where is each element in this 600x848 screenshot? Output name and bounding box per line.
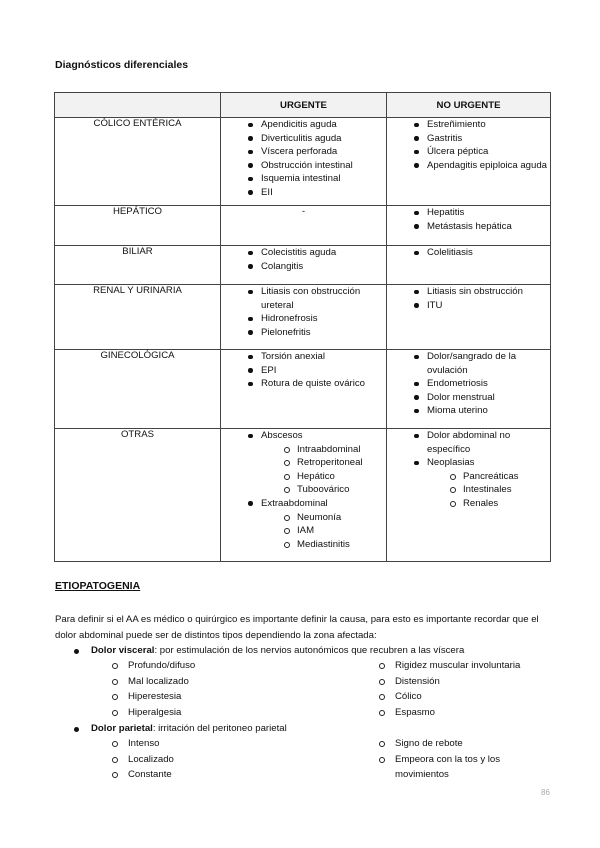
- sub-list: [427, 470, 550, 511]
- list-item: EPI: [221, 364, 386, 378]
- list-item: Espasmo: [377, 705, 557, 721]
- extra-label: Extraabdominal: [261, 497, 328, 509]
- neoplasias-label: Neoplasias: [427, 457, 475, 469]
- list-item: ITU: [387, 299, 550, 313]
- header-empty: [55, 93, 221, 118]
- table-row: [55, 350, 551, 429]
- list-item: Colecistitis aguda: [221, 246, 386, 260]
- urgent-list: [221, 246, 386, 273]
- parietal-right-list: [377, 736, 537, 783]
- urgent-list: [221, 285, 386, 339]
- list-item: Intenso: [110, 736, 340, 752]
- sub-list-item: Tuboovárico: [261, 483, 386, 497]
- list-item: Colelitiasis: [387, 246, 550, 260]
- list-item: Apendagitis epiploica aguda: [387, 159, 550, 173]
- list-item: Dolor/sangrado de la ovulación: [387, 350, 550, 377]
- sub-list-item: Pancreáticas: [427, 470, 550, 484]
- list-item: Hiperalgesia: [110, 705, 340, 721]
- differential-table: [54, 92, 551, 562]
- list-item: Metástasis hepática: [387, 220, 550, 234]
- bullet-dot: [74, 649, 79, 654]
- list-item: Colangitis: [221, 260, 386, 274]
- header-nonurgent: NO URGENTE: [387, 93, 551, 118]
- category-cell: RENAL Y URINARIA: [55, 285, 221, 350]
- intro-paragraph: Para definir si el AA es médico o quirúrgico es importante definir la causa, para esto es importante recordar que el dolor abdominal puede ser de distintos tipos dependiendo la zona afectada:: [55, 614, 539, 641]
- table-row: [55, 206, 551, 246]
- list-item: Litiasis con obstrucción ureteral: [221, 285, 386, 312]
- list-item: Litiasis sin obstrucción: [387, 285, 550, 299]
- table-header-row: [55, 93, 551, 118]
- list-item: EII: [221, 186, 386, 200]
- list-item: Pielonefritis: [221, 326, 386, 340]
- empty-dash: -: [221, 206, 387, 246]
- nonurgent-list: [387, 350, 550, 418]
- sub-list-item: Renales: [427, 497, 550, 511]
- visceral-bullet: [91, 643, 464, 659]
- list-item: [221, 497, 386, 551]
- sub-list-item: IAM: [261, 524, 386, 538]
- list-item: Endometriosis: [387, 377, 550, 391]
- header-urgent: URGENTE: [221, 93, 387, 118]
- list-item: Signo de rebote: [377, 736, 537, 752]
- sub-list-item: Hepático: [261, 470, 386, 484]
- sub-list-item: Neumonía: [261, 511, 386, 525]
- visceral-label: Dolor visceral: [91, 645, 155, 656]
- list-item: Empeora con la tos y los movimientos: [377, 752, 537, 783]
- list-item: Hepatitis: [387, 206, 550, 220]
- sub-list-item: Intraabdominal: [261, 443, 386, 457]
- list-item: Mal localizado: [110, 674, 340, 690]
- list-item: Apendicitis aguda: [221, 118, 386, 132]
- parietal-label: Dolor parietal: [91, 723, 153, 734]
- urgent-list: [221, 429, 386, 551]
- visceral-right-list: [377, 658, 557, 720]
- nonurgent-list: [387, 429, 550, 511]
- list-item: Rigidez muscular involuntaria: [377, 658, 557, 674]
- list-item: Diverticulitis aguda: [221, 132, 386, 146]
- table-row: [55, 429, 551, 562]
- urgent-list: [221, 118, 386, 200]
- section-heading: ETIOPATOGENIA: [55, 580, 141, 592]
- category-cell: GINECOLÓGICA: [55, 350, 221, 429]
- list-item: [387, 456, 550, 510]
- list-item: Isquemia intestinal: [221, 172, 386, 186]
- list-item: Gastritis: [387, 132, 550, 146]
- visceral-left-list: [110, 658, 340, 720]
- nonurgent-list: [387, 285, 550, 312]
- list-item: Constante: [110, 767, 340, 783]
- list-item: Mioma uterino: [387, 404, 550, 418]
- sub-list-item: Retroperitoneal: [261, 456, 386, 470]
- urgent-list: [221, 350, 386, 391]
- list-item: Estreñimiento: [387, 118, 550, 132]
- list-item: Hidronefrosis: [221, 312, 386, 326]
- parietal-bullet: [91, 721, 287, 737]
- category-cell: OTRAS: [55, 429, 221, 562]
- list-item: Víscera perforada: [221, 145, 386, 159]
- parietal-desc: : irritación del peritoneo parietal: [152, 723, 287, 734]
- nonurgent-list: [387, 118, 550, 172]
- table-row: [55, 246, 551, 285]
- list-item: Cólico: [377, 689, 557, 705]
- abscesos-label: Abscesos: [261, 430, 303, 441]
- list-item: Torsión anexial: [221, 350, 386, 364]
- parietal-left-list: [110, 736, 340, 783]
- list-item: Rotura de quiste ovárico: [221, 377, 386, 391]
- list-item: Úlcera péptica: [387, 145, 550, 159]
- nonurgent-list: [387, 206, 550, 233]
- list-item: Hiperestesia: [110, 689, 340, 705]
- sub-list-item: Mediastinitis: [261, 538, 386, 552]
- list-item: Dolor abdominal no específico: [387, 429, 550, 456]
- list-item: Dolor menstrual: [387, 391, 550, 405]
- category-cell: HEPÁTICO: [55, 206, 221, 246]
- category-cell: BILIAR: [55, 246, 221, 285]
- table-row: [55, 285, 551, 350]
- category-cell: CÓLICO ENTÉRICA: [55, 118, 221, 206]
- list-item: [221, 429, 386, 497]
- table-row: [55, 118, 551, 206]
- list-item: Distensión: [377, 674, 557, 690]
- visceral-desc: : por estimulación de los nervios autonómicos que recubren a las víscera: [154, 645, 465, 656]
- sub-list-item: Intestinales: [427, 483, 550, 497]
- page-title: Diagnósticos diferenciales: [55, 59, 189, 71]
- sub-list: [261, 511, 386, 552]
- bullet-dot: [74, 727, 79, 732]
- list-item: Profundo/difuso: [110, 658, 340, 674]
- sub-list: [261, 443, 386, 497]
- list-item: Localizado: [110, 752, 340, 768]
- nonurgent-list: [387, 246, 550, 260]
- list-item: Obstrucción intestinal: [221, 159, 386, 173]
- page-number: 86: [541, 788, 550, 797]
